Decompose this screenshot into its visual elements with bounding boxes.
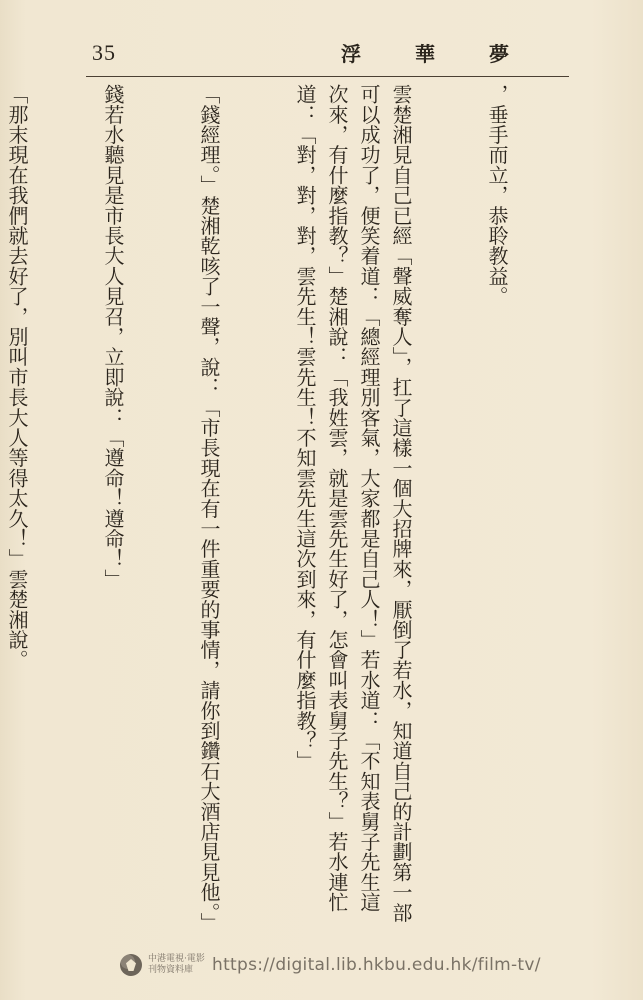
header-rule: [86, 76, 569, 77]
paragraph: 錢若水聽見是市長大人見召，立即說：「遵命！遵命！」: [101, 84, 125, 589]
library-logo-icon: [120, 954, 142, 976]
running-title: 浮華夢: [341, 42, 563, 66]
paragraph: 「錢經理。」楚湘乾咳了一聲，說：「市長現在有一件重要的事情，請你到鑽石大酒店見見他。」: [197, 84, 221, 933]
body-text: [5, 84, 577, 933]
watermark-url: https://digital.lib.hkbu.edu.hk/film-tv/: [212, 955, 541, 975]
paragraph: 雲楚湘見自己已經「聲威奪人」，扛了這樣一個大招牌來，厭倒了若水，知道自己的計劃第一部可以成功了，便笑着道：「總經理別客氣，大家都是自己人！」若水道：「不知表舅子先生這次來，有什麼指教？」楚湘說：「我姓雲，就是雲先生好了，怎會叫表舅子先生？」若水連忙道：「對，對，對，雲先生！雲先生！不知雲先生這次到來，有什麼指教？」: [293, 84, 413, 923]
watermark-org: [148, 954, 206, 976]
watermark-org-line1: 中港電視·電影: [148, 954, 205, 964]
library-watermark: [120, 954, 541, 976]
paragraph: ，垂手而立，恭聆教益。: [485, 84, 509, 307]
page-number: 35: [92, 40, 116, 65]
watermark-org-line2: 刊物資料庫: [148, 965, 194, 975]
paragraph: 「那末現在我們就去好了，別叫市長大人等得太久！」雲楚湘說。: [5, 84, 29, 670]
